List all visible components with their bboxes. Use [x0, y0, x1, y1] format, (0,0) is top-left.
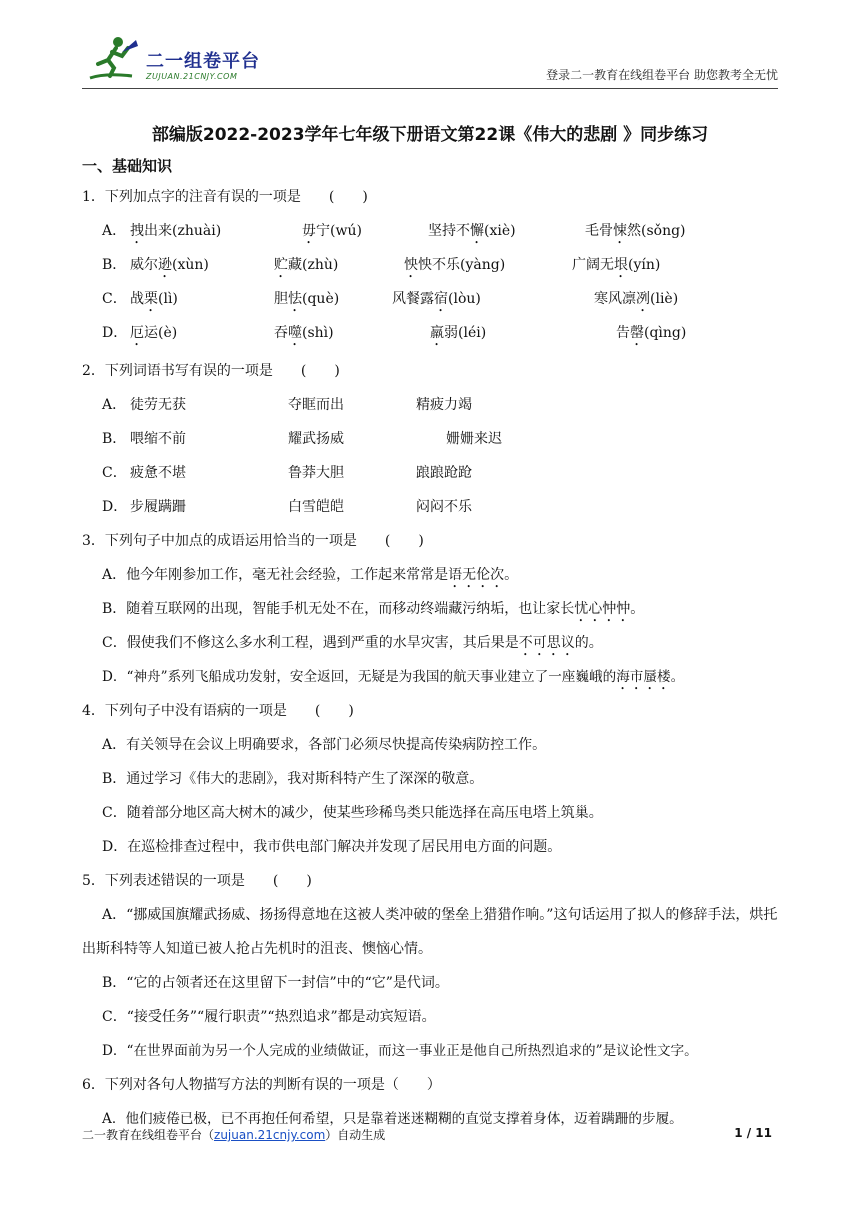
option-item: 厄运(è) — [130, 325, 178, 341]
option-item: 风餐露宿(lòu) — [392, 291, 481, 307]
option-item: 毋宁(wú) — [302, 223, 362, 239]
page-footer — [82, 1126, 772, 1146]
section-heading: 一、基础知识 — [82, 157, 173, 175]
question-6-stem: 6．下列对各句人物描写方法的判断有误的一项是（ ） — [82, 1077, 441, 1093]
header-slogan: 登录二一教育在线组卷平台 助您教考全无忧 — [546, 68, 778, 82]
page-number: 1 / 11 — [734, 1126, 772, 1140]
question-5-option-a[interactable]: A．“挪威国旗耀武扬威、扬扬得意地在这被人类冲破的堡垒上猎猎作响。”这句话运用了拟人的修辞手法，烘托出斯科特等人知道已被人抢占先机时的沮丧、懊恼心情。 — [82, 907, 778, 957]
option-item: 吞噬(shì) — [274, 325, 334, 341]
question-list — [82, 180, 782, 1136]
question-4-option-a[interactable]: A．有关领导在会议上明确要求，各部门必须尽快提高传染病防控工作。 — [102, 737, 547, 753]
option-item: 坚持不懈(xiè) — [428, 223, 516, 239]
question-5-option-c[interactable]: C．“接受任务”“履行职责”“热烈追求”都是动宾短语。 — [102, 1009, 436, 1025]
question-5-stem: 5．下列表述错误的一项是 ( ) — [82, 873, 312, 889]
logo-title: 二一组卷平台 — [146, 51, 260, 72]
option-item: 贮藏(zhù) — [274, 257, 339, 273]
question-2-option-d[interactable]: D． 步履蹒跚 白雪皑皑 闷闷不乐 — [102, 499, 472, 515]
question-2-stem: 2．下列词语书写有误的一项是 ( ) — [82, 363, 340, 379]
question-5-option-b[interactable]: B．“它的占领者还在这里留下一封信”中的“它”是代词。 — [102, 975, 449, 991]
option-item: 威尔逊(xùn) — [130, 257, 209, 273]
question-1-stem: 1．下列加点字的注音有误的一项是 ( ) — [82, 189, 368, 205]
question-4-stem: 4．下列句子中没有语病的一项是 ( ) — [82, 703, 354, 719]
option-item: 羸弱(léi) — [430, 325, 487, 341]
question-4-option-b[interactable]: B．通过学习《伟大的悲剧》，我对斯科特产生了深深的敬意。 — [102, 771, 484, 787]
option-item: 寒风凛冽(liè) — [594, 291, 679, 307]
logo[interactable] — [82, 34, 282, 82]
question-5-option-d[interactable]: D．“在世界面前为另一个人完成的业绩做证，而这一事业正是他自己所热烈追求的”是议论性文字。 — [102, 1043, 698, 1059]
question-1-option-a[interactable]: A． 拽出来(zhuài) 毋宁(wú) 坚持不懈(xiè) 毛骨悚然(sǒng) — [82, 214, 782, 248]
logo-subtitle: ZUJUAN.21CNJY.COM — [146, 72, 238, 81]
question-3-option-b[interactable]: B．随着互联网的出现，智能手机无处不在，而移动终端藏污纳垢，也让家长忧心忡忡。 — [102, 601, 645, 617]
option-item: 胆怯(què) — [274, 291, 340, 307]
question-2-option-c[interactable]: C． 疲惫不堪 鲁莽大胆 踉踉跄跄 — [102, 465, 472, 481]
question-4-option-c[interactable]: C．随着部分地区高大树木的减少，使某些珍稀鸟类只能选择在高压电塔上筑巢。 — [102, 805, 603, 821]
question-2-option-a[interactable]: A． 徒劳无获 夺眶而出 精疲力竭 — [102, 397, 472, 413]
footer-source: 二一教育在线组卷平台（zujuan.21cnjy.com）自动生成 — [82, 1128, 386, 1142]
option-item: 毛骨悚然(sǒng) — [585, 223, 686, 239]
question-4-option-d[interactable]: D．在巡检排查过程中，我市供电部门解决并发现了居民用电方面的问题。 — [102, 839, 562, 855]
question-3-option-d[interactable]: D．“神舟”系列飞船成功发射，安全返回，无疑是为我国的航天事业建立了一座巍峨的海市蜃楼。 — [102, 669, 685, 685]
document-title: 部编版2022-2023学年七年级下册语文第22课《伟大的悲剧 》同步练习 — [151, 125, 709, 145]
runner-logo-icon — [82, 34, 142, 82]
option-item: 拽出来(zhuài) — [130, 223, 222, 239]
question-3-option-a[interactable]: A．他今年刚参加工作，毫无社会经验，工作起来常常是语无伦次。 — [102, 567, 519, 583]
option-item: 告罄(qìng) — [616, 325, 687, 341]
option-item: 怏怏不乐(yàng) — [404, 257, 506, 273]
question-1-option-c[interactable]: C． 战栗(lì) 胆怯(què) 风餐露宿(lòu) 寒风凛冽(liè) — [82, 282, 782, 316]
option-item: 战栗(lì) — [130, 291, 178, 307]
page-header — [82, 30, 778, 89]
question-6-option-a[interactable]: A．他们疲倦已极，已不再抱任何希望，只是靠着迷迷糊糊的直觉支撑着身体，迈着蹒跚的步履。 — [102, 1111, 683, 1127]
option-item: 广阔无垠(yín) — [572, 257, 661, 273]
footer-link[interactable]: zujuan.21cnjy.com — [214, 1128, 326, 1142]
question-2-option-b[interactable]: B． 喂缩不前 耀武扬威 姗姗来迟 — [102, 431, 502, 447]
question-3-stem: 3．下列句子中加点的成语运用恰当的一项是 ( ) — [82, 533, 424, 549]
question-1-option-b[interactable]: B． 威尔逊(xùn) 贮藏(zhù) 怏怏不乐(yàng) 广阔无垠(yín) — [82, 248, 782, 282]
question-1-option-d[interactable]: D． 厄运(è) 吞噬(shì) 羸弱(léi) 告罄(qìng) — [82, 316, 782, 350]
question-3-option-c[interactable]: C．假使我们不修这么多水利工程，遇到严重的水旱灾害，其后果是不可思议的。 — [102, 635, 603, 651]
